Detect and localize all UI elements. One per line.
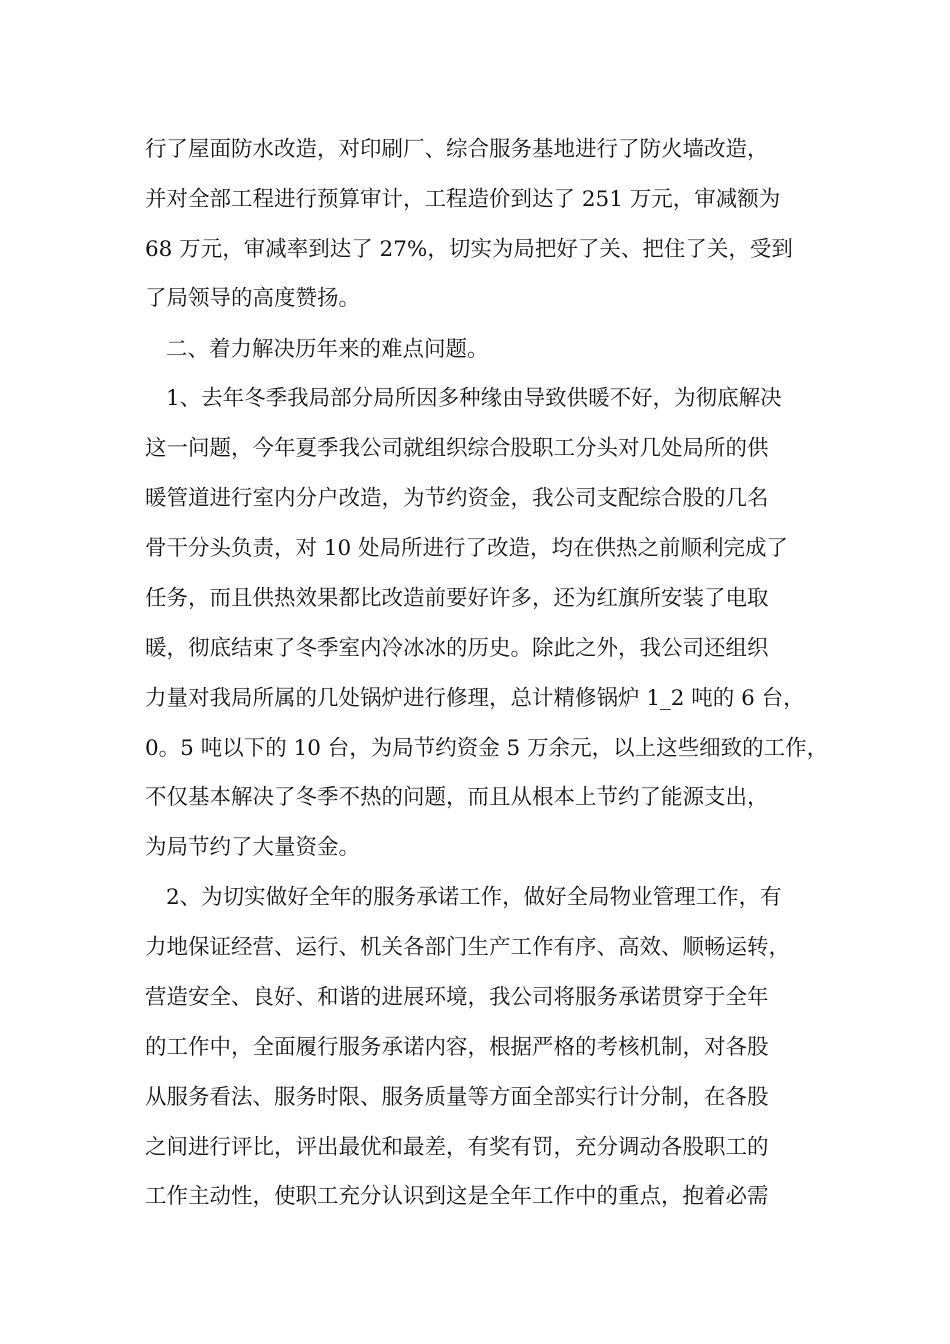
text-line: 68 万元，审减率到达了 27%，切实为局把好了关、把住了关，受到 (145, 237, 793, 262)
text-line: 的工作中，全面履行服务承诺内容，根据严格的考核机制，对各股 (145, 1035, 769, 1060)
text-line: 暖，彻底结束了冬季室内冷冰冰的历史。除此之外，我公司还组织 (145, 636, 769, 661)
text-line: 不仅基本解决了冬季不热的问题，而且从根本上节约了能源支出， (145, 785, 769, 810)
section-heading: 二、着力解决历年来的难点问题。 (166, 337, 489, 362)
text-line: 之间进行评比，评出最优和最差，有奖有罚，充分调动各股职工的 (145, 1135, 769, 1160)
text-line: 工作主动性，使职工充分认识到这是全年工作中的重点，抱着必需 (145, 1184, 769, 1209)
text-line: 行了屋面防水改造，对印刷厂、综合服务基地进行了防火墙改造， (145, 137, 769, 162)
text-line: 了局领导的高度赞扬。 (145, 286, 361, 311)
text-line: 力量对我局所属的几处锅炉进行修理，总计精修锅炉 1_2 吨的 6 台， (145, 686, 805, 711)
text-line: 为局节约了大量资金。 (145, 835, 361, 860)
text-line: 任务，而且供热效果都比改造前要好许多，还为红旗所安装了电取 (145, 586, 769, 611)
text-line: 并对全部工程进行预算审计，工程造价到达了 251 万元，审减额为 (145, 187, 781, 212)
text-line: 力地保证经营、运行、机关各部门生产工作有序、高效、顺畅运转， (145, 935, 791, 960)
text-line: 营造安全、良好、和谐的进展环境，我公司将服务承诺贯穿于全年 (145, 985, 769, 1010)
text-line: 2、为切实做好全年的服务承诺工作，做好全局物业管理工作，有 (166, 885, 782, 910)
text-line: 从服务看法、服务时限、服务质量等方面全部实行计分制，在各股 (145, 1085, 769, 1110)
text-line: 骨干分头负责，对 10 处局所进行了改造，均在供热之前顺利完成了 (145, 536, 789, 561)
text-line: 0。5 吨以下的 10 台，为局节约资金 5 万余元，以上这些细致的工作， (145, 736, 829, 761)
text-line: 1、去年冬季我局部分局所因多种缘由导致供暖不好，为彻底解决 (166, 386, 782, 411)
text-line: 这一问题，今年夏季我公司就组织综合股职工分头对几处局所的供 (145, 436, 769, 461)
text-line: 暖管道进行室内分户改造，为节约资金，我公司支配综合股的几名 (145, 486, 769, 511)
